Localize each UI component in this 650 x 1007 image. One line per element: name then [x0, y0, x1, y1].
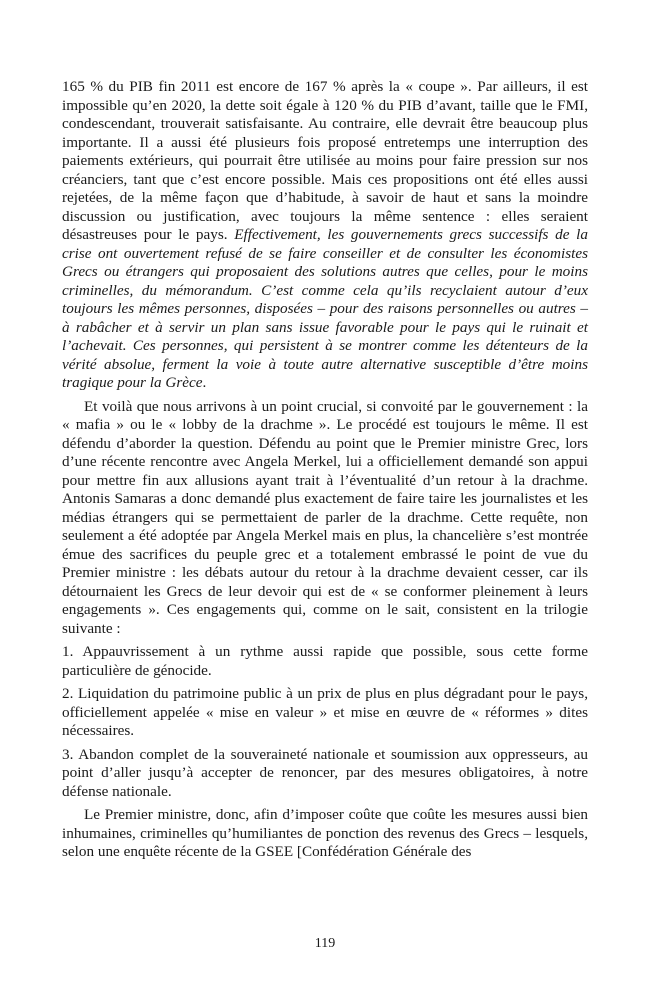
page-body: [62, 78, 588, 862]
list-item-2: 2. Liquidation du patrimoine public à un prix de plus en plus dégradant pour le pays, officiellement appelée « mise en valeur » et mise en œuvre de « réformes » dites nécessaires.: [62, 685, 588, 739]
list-item-3: 3. Abandon complet de la souveraineté nationale et soumission aux oppresseurs, au point d’aller jusqu’à accepter de renoncer, par des mesures obligatoires, à notre défense nationale.: [62, 745, 588, 800]
paragraph-1-regular: 165 % du PIB fin 2011 est encore de 167 % après la « coupe ». Par ailleurs, il est impossible qu’en 2020, la dette soit égale à 120 % du PIB d’avant, taille que le FMI, condescendant, trouverait satisfaisante. Au contraire, elle devrait être beaucoup plus importante. Il a aussi été plusieurs fois proposé entretemps une interruption des paiements extérieurs, qui pourrait être utilisée au moins pour faire pression sur nos créanciers, tant que c’est encore possible. Mais ces propositions ont été elles aussi rejetées, de la même façon que d’habitude, à savoir de haut et sans la moindre discussion ou justification, avec toujours la même sentence : elles seraient désastreuses pour le pays.: [62, 78, 588, 243]
list-item-1: 1. Appauvrissement à un rythme aussi rapide que possible, sous cette forme particulière de génocide.: [62, 643, 588, 679]
paragraph-1-italic: Effectivement, les gouvernements grecs successifs de la crise ont ouvertement refusé de se faire conseiller et de consulter les économistes Grecs ou étrangers qui proposaient des solutions autres que celles, pour le moins criminelles, du mémorandum. C’est comme cela qu’ils recyclaient autour d’eux toujours les mêmes personnes, disposées – pour des raisons personnelles ou autres – à rabâcher et à servir un plan sans issue favorable pour le pays qui le ruinait et l’achevait. Ces personnes, qui persistent à se montrer comme les détenteurs de la vérité absolue, ferment la voie à toute autre alternative susceptible d’être moins tragique pour la Grèce: [62, 226, 588, 391]
paragraph-1: [62, 78, 588, 393]
paragraph-3: Le Premier ministre, donc, afin d’imposer coûte que coûte les mesures aussi bien inhumaines, criminelles qu’humiliantes de ponction des revenus des Grecs – lesquels, selon une enquête récente de la GSEE [Confédération Générale des: [62, 806, 588, 860]
paragraph-1-end: .: [202, 374, 207, 391]
page-number: 119: [314, 936, 336, 951]
paragraph-2: Et voilà que nous arrivons à un point crucial, si convoité par le gouvernement : la « mafia » ou le « lobby de la drachme ». Le procédé est toujours le même. Il est défendu d’aborder la question. Défendu au point que le Premier ministre Grec, lors d’une récente rencontre avec Angela Merkel, lui a officiellement demandé son appui pour mettre fin aux allusions ayant trait à l’éventualité d’un retour à la drachme. Antonis Samaras a donc demandé plus exactement de faire taire les journalistes et les médias étrangers qui se permettaient de parler de la drachme. Cette requête, non seulement a été adoptée par Angela Merkel mais en plus, la chancelière s’est montrée émue des sacrifices du peuple grec et a totalement embrassé le point de vue du Premier ministre : les débats autour du retour à la drachme devaient cesser, car ils détournaient les Grecs de leur devoir qui est de « se conformer pleinement à leurs engagements ». Ces engagements qui, comme on le sait, consistent en la trilogie suivante :: [62, 397, 588, 637]
